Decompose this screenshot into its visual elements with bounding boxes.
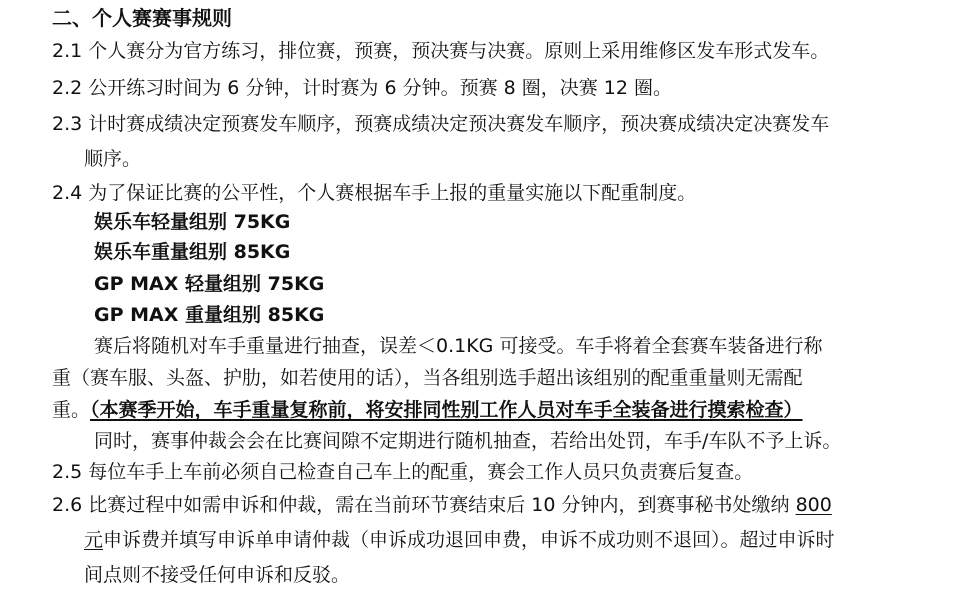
section-heading: 二、个人赛赛事规则: [52, 6, 232, 30]
rule-2-3-line2: 顺序。: [84, 148, 142, 170]
weight-check-line2: 重（赛车服、头盔、护肋，如若使用的话），当各组别选手超出该组别的配重重量则无需配: [52, 367, 803, 389]
weight-class-3: GP MAX 轻量组别 75KG: [94, 273, 325, 295]
rule-2-5: 2.5 每位车手上车前必须自己检查自己车上的配重，赛会工作人员只负责赛后复查。: [52, 461, 754, 483]
weight-class-1: 娱乐车轻量组别 75KG: [94, 211, 291, 233]
inspection-notice: （本赛季开始，车手重量复称前，将安排同性别工作人员对车手全装备进行摸索检查）: [90, 399, 803, 421]
rule-2-4: 2.4 为了保证比赛的公平性，个人赛根据车手上报的重量实施以下配重制度。: [52, 182, 697, 204]
weight-check-line3: [52, 396, 803, 424]
weight-class-4: GP MAX 重量组别 85KG: [94, 304, 325, 326]
appeal-fee-unit: 元: [84, 529, 104, 551]
rule-2-1: 2.1 个人赛分为官方练习，排位赛，预赛，预决赛与决赛。原则上采用维修区发车形式发车。: [52, 40, 830, 62]
rule-2-6-line2-text: 申诉费并填写申诉单申请仲裁（申诉成功退回申费，申诉不成功则不退回）。超过申诉时: [103, 529, 835, 551]
weight-class-2: 娱乐车重量组别 85KG: [94, 241, 291, 263]
rule-2-2: 2.2 公开练习时间为 6 分钟，计时赛为 6 分钟。预赛 8 圈，决赛 12 圈。: [52, 77, 673, 99]
weight-check-line3-prefix: 重。: [52, 399, 91, 421]
rule-2-6-line2: [84, 526, 835, 554]
weight-check-line1: 赛后将随机对车手重量进行抽查，误差＜0.1KG 可接受。车手将着全套赛车装备进行称: [94, 335, 823, 357]
arbitration-check-line: 同时，赛事仲裁会会在比赛间隙不定期进行随机抽查，若给出处罚，车手/车队不予上诉。: [94, 430, 842, 452]
rule-2-6-line1: [52, 491, 832, 519]
rule-2-6-line3: 间点则不接受任何申诉和反驳。: [84, 564, 351, 586]
rule-2-6-line1-text: 2.6 比赛过程中如需申诉和仲裁，需在当前环节赛结束后 10 分钟内，到赛事秘书处缴纳: [52, 494, 796, 516]
appeal-fee-amount: 800: [795, 494, 832, 516]
rule-2-3-line1: 2.3 计时赛成绩决定预赛发车顺序，预赛成绩决定预决赛发车顺序，预决赛成绩决定决赛发车: [52, 113, 830, 135]
